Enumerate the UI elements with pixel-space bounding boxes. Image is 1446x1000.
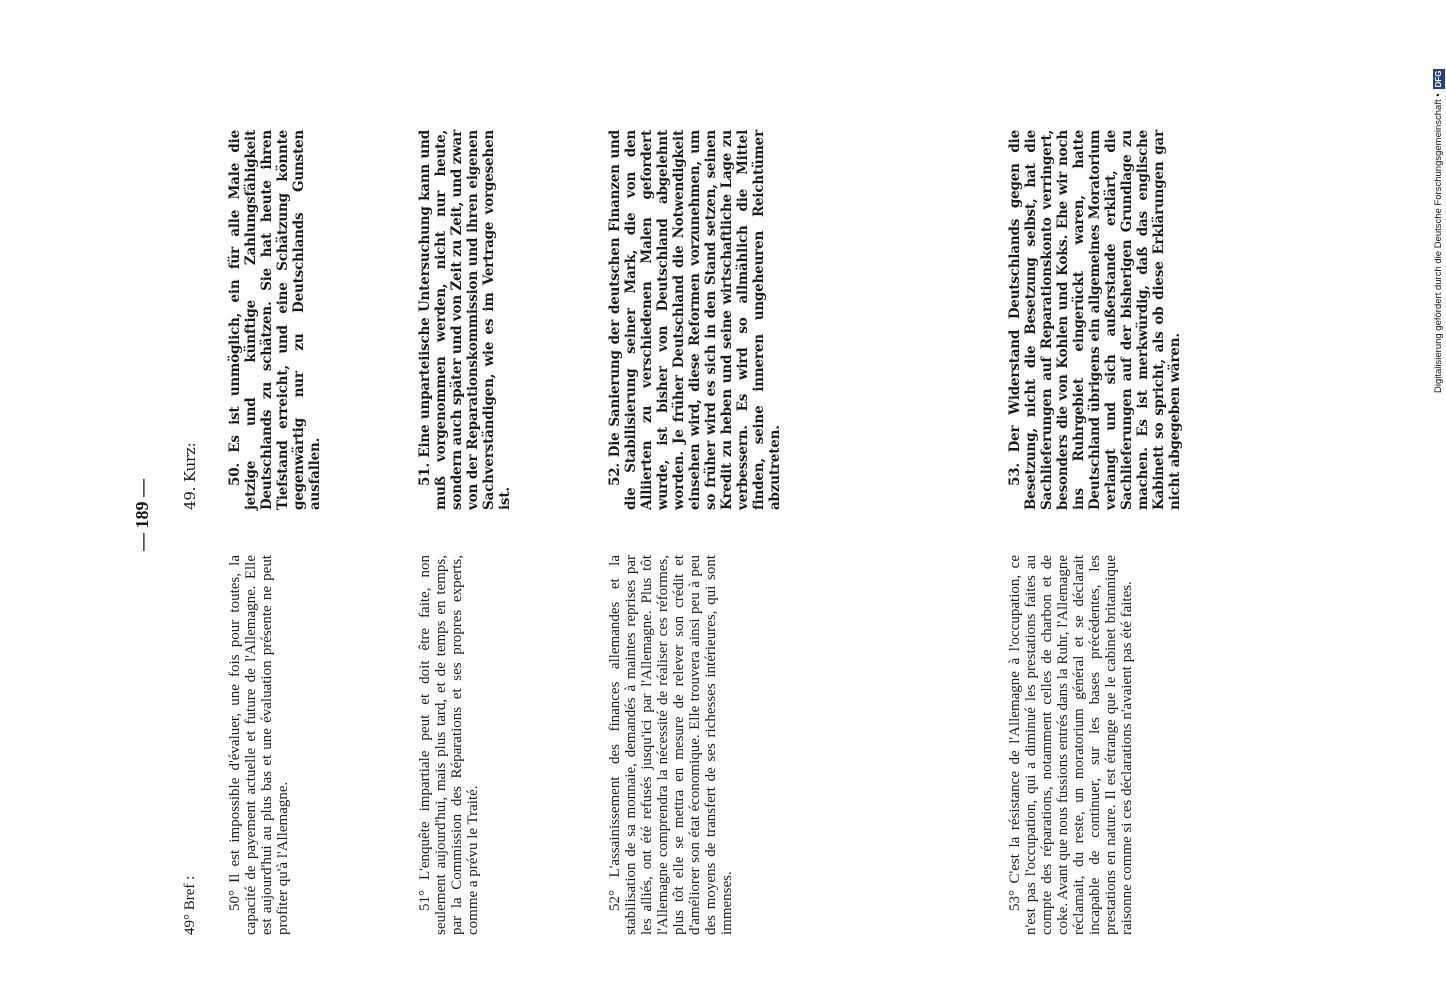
dfg-logo: DFG [1434,70,1443,88]
french-paragraph-50: 50° Il est impossible d'évaluer, une fois pour toutes, la capacité de payement actuelle et future de l'Allemagne. Elle est aujourd'hui au plus bas et une évaluation présente ne peut profiter qu'à l'Allemagne. [227,555,291,935]
french-paragraph-53: 53° C'est la résistance de l'Allemagne à l'occupation, ce n'est pas l'occupation, qui a diminué les prestations faites au compte des réparations, notamment celles de charbon et de coke. Avant que nous fussions entrés dans la Ruhr, l'Allemagne réclamait, du reste, un moratorium général et se déclarait incapable de continuer, sur les bases précédentes, les prestations en nature. Il est étrange que le cabinet britannique raisonne comme si ces déclarations n'avaient pas été faites. [1007,555,1135,935]
rotated-page-content [62,95,1422,955]
french-paragraph-51: 51° L'enquête impartiale peut et doit être faite, non seulement aujourd'hui, mais plus tard, et de temps en temps, par la Commission des Réparations et ses propres experts, comme a prévu le Traité. [417,555,481,935]
german-paragraph-51: 51. Eine unparteiische Untersuchung kann und muß vorgenommen werden, nicht nur heute, sondern auch später und von Zeit zu Zeit, und zwar von der Reparationskommission und ihren eigenen Sachverständigen, wie es im Vertrage vorgesehen ist. [417,130,513,510]
french-heading: 49° Bref : [182,875,198,935]
credit-text: Digitalisierung gefördert durch die Deutsche Forschungsgemeinschaft • [1433,93,1444,393]
french-paragraph-52: 52° L'assainissement des finances allemandes et la stabilisation de sa monnaie, demandés à maintes reprises par les alliés, ont été refusés jusqu'ici par l'Allemagne. Plus tôt l'Allemagne comprendra la nécessité de réaliser ces réformes, plus tôt elle se mettra en mesure de relever son crédit et d'améliorer son état économique. Elle trouvera ainsi peu à peu des moyens de transfert de ses richesses intérieures, qui sont immenses. [607,555,735,935]
german-heading: 49. Kurz: [181,442,199,510]
page-number: — 189 — [132,479,152,551]
german-paragraph-52: 52. Die Sanierung der deutschen Finanzen und die Stabilisierung seiner Mark, die von den Alliierten zu verschiedenen Malen gefordert wurde, ist bisher von Deutschland abgelehnt worden. Je früher Deutschland die Notwendigkeit einsehen wird, diese Reformen vorzunehmen, um so früher wird es sich in den Stand setzen, seinen Kredit zu heben und seine wirtschaftliche Lage zu verbessern. Es wird so allmählich die Mittel finden, seine inneren ungeheuren Reichtümer abzutreten. [607,130,783,510]
digitization-credit [1418,8,1444,393]
german-paragraph-50: 50. Es ist unmöglich, ein für alle Male die jetzige und künftige Zahlungsfähigkeit Deutschlands zu schätzen. Sie hat heute ihren Tiefstand erreicht, und eine Schätzung könnte gegenwärtig nur zu Deutschlands Gunsten ausfallen. [227,130,323,510]
german-paragraph-53: 53. Der Widerstand Deutschlands gegen die Besetzung, nicht die Besetzung selbst, hat die Sachlieferungen auf Reparationskonto verringert, besonders die von Kohlen und Koks. Ehe wir noch ins Ruhrgebiet eingerückt waren, hatte Deutschland übrigens ein allgemeines Moratorium verlangt und sich außerstande erklärt, die Sachlieferungen auf der bisherigen Grundlage zu machen. Es ist merkwürdig, daß das englische Kabinett so spricht, als ob diese Erklärungen gar nicht abgegeben wären. [1007,130,1183,510]
